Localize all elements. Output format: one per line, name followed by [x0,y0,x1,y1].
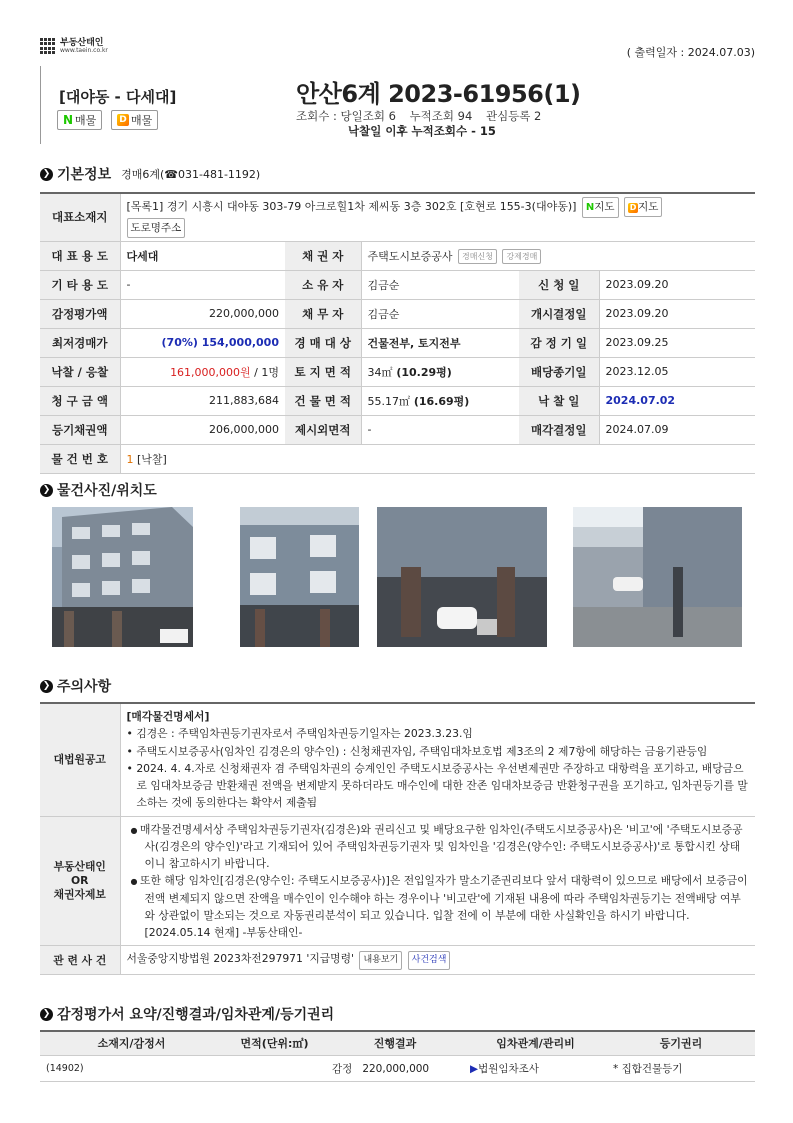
total-views: 누적조회 94 [409,109,473,123]
section-notice [40,676,111,696]
creditor-value: 주택도시보증공사 [367,249,453,263]
auction-target-label: 경 매 대 상 [285,328,361,357]
dividend-deadline-value: 2023.12.05 [599,357,755,386]
daum-listing-button[interactable] [111,110,158,130]
building-area-cell [361,386,519,415]
land-area-pyeong: (10.29평) [392,365,452,379]
case-search-button[interactable]: 사건검색 [408,951,451,969]
column-header: 등기권리 [607,1031,755,1055]
sale-decision-value: 2024.07.09 [599,415,755,444]
claim-label: 청 구 금 액 [40,386,120,415]
address-cell [120,193,755,241]
view-counts [296,108,551,124]
owner-value: 김금순 [361,270,519,299]
address-label: 대표소재지 [40,193,120,241]
owner-label: 소 유 자 [285,270,361,299]
appraisal-date-value: 2023.09.25 [599,328,755,357]
related-case-cell [120,946,755,974]
summary-table [40,1030,755,1082]
related-case-text: 서울중앙지방법원 2023차전297971 '지급명령' [126,952,355,966]
notice-table [40,702,755,975]
daum-map-icon: D [629,203,637,212]
court-notice-head: [매각물건명세서] [126,710,210,723]
road-address-button[interactable]: 도로명주소 [127,218,186,238]
land-area-label: 토 지 면 적 [285,357,361,386]
result-cell [326,1055,464,1081]
naver-map-icon: N [585,202,595,213]
list-item: ● 매각물건명세서상 주택임차권등기권자(김경은)와 권리신고 및 배당요구한 임차인(주택도시보증공사)은 '비고'에 '주택도시보증공사(김경은의 양수인)'라고 기재되어 있어 주택임차권등기권자 및 임차인을 '김경은(양수인: 주택도시보증공사)'로 통합시킨 상태이니 참고하시기 바랍니다. [127,821,750,873]
item-status: [낙찰] [133,452,167,466]
usage-label: 대 표 용 도 [40,241,120,270]
column-header: 진행결과 [326,1031,464,1055]
land-area-value: 34㎡ [367,365,393,379]
sale-decision-label: 매각결정일 [519,415,599,444]
list-item: • 김경은 : 주택임차권등기권자로서 주택임차권등기일자는 2023.3.23.임 [127,725,750,742]
logo-name: 부동산태인 [60,37,104,48]
creditor-cell [361,241,755,270]
section-summary [40,1004,334,1024]
auction-apply-badge[interactable]: 경매신청 [458,249,497,264]
section-title: 주의사항 [57,679,112,695]
claim-value: 211,883,684 [120,386,285,415]
triangle-icon: ▶ [470,1062,479,1075]
site-logo[interactable] [40,38,108,54]
appraisal-value: 220,000,000 [120,299,285,328]
court-contact: 경매6계(☎031-481-1192) [121,168,261,181]
min-price-value: (70%) 154,000,000 [120,328,285,357]
after-sale-views: 낙찰일 이후 누적조회수 - 15 [348,124,496,138]
daum-listing-label: 매물 [131,114,153,127]
auction-target-value: 건물전부, 토지전부 [361,328,519,357]
section-title: 감정평가서 요약/진행결과/임차관계/등기권리 [57,1007,335,1023]
naver-listing-label: 매물 [75,114,97,127]
section-arrow-icon: ❯ [40,680,53,693]
min-price-label: 최저경매가 [40,328,120,357]
taein-notice-label [40,816,120,946]
usage-value: 다세대 [120,241,285,270]
apply-date-value: 2023.09.20 [599,270,755,299]
section-title: 물건사진/위치도 [57,483,157,499]
building-photo-3 [377,507,547,647]
item-no-label: 물 건 번 호 [40,444,120,473]
property-photo[interactable] [52,507,193,647]
today-views: 조회수 : 당일조회 6 [296,109,396,123]
logo-grid-icon [40,38,56,54]
item-no-cell [120,444,755,473]
related-case-label: 관 련 사 건 [40,946,120,974]
watch-count: 관심등록 2 [485,109,542,123]
creditor-label: 채 권 자 [285,241,361,270]
registered-claim-value: 206,000,000 [120,415,285,444]
zip-code: (14902) [40,1055,223,1081]
taein-label-line: 부동산태인 [53,859,106,873]
naver-map-button[interactable]: N지도 [582,197,619,218]
view-content-button[interactable]: 내용보기 [359,951,402,969]
start-date-value: 2023.09.20 [599,299,755,328]
taein-notice-content [120,816,755,946]
court-notice-label: 대법원공고 [40,703,120,816]
section-arrow-icon: ❯ [40,484,53,497]
list-item: ● 또한 해당 임차인[김경은(양수인: 주택도시보증공사)]은 전입일자가 말소기준권리보다 앞서 대항력이 있으므로 배당에서 보증금이 전액 변제되지 않으면 잔액을 매수인이 인수해야 하는 경우이나 '비고란'에 기재된 내용에 따라 주택임차권등기는 전액배당 여부와 상관없이 말소되는 것으로 자동권리분석이 되고 있습니다. 입찰 전에 이 부분에 대한 사실확인을 하시기 바랍니다. [2024.05.14 현재] -부동산태인- [127,872,750,941]
naver-listing-button[interactable] [57,110,102,130]
section-arrow-icon: ❯ [40,1008,53,1021]
extra-area-label: 제시외면적 [285,415,361,444]
appraisal-label: 감정평가액 [40,299,120,328]
list-item: • 2024. 4. 4.자로 신청채권자 겸 주택임차권의 승계인인 주택도시보증공사는 우선변제권만 주장하고 대항력을 포기하고, 배당금으로 임대차보증금 반환채권 전액을 변제받지 못하더라도 매수인에 대한 잔존 임대차보증금 반환청구권을 포기하고, 임차권등기를 말소하는 것에 동의한다는 확약서 제출됨 [127,760,750,812]
taein-notice-list [127,821,750,942]
area-cell [223,1055,326,1081]
bidder-count: / 1명 [250,365,279,379]
table-row [40,1055,755,1081]
property-photo[interactable] [573,507,742,647]
winning-bid-value: 161,000,000원 [170,365,251,379]
dividend-deadline-label: 배당종기일 [519,357,599,386]
daum-icon: D [117,114,129,126]
column-header: 소재지/감정서 [40,1031,223,1055]
list-item: • 주택도시보증공사(임차인 김경은의 양수인) : 신청채권자임, 주택임대차보호법 제3조의 2 제7항에 해당하는 금융기관등임 [127,743,750,760]
apply-date-label: 신 청 일 [519,270,599,299]
tenant-cell[interactable] [464,1055,607,1081]
column-header: 임차관계/관리비 [464,1031,607,1055]
section-basic-info [40,164,260,184]
registered-claim-label: 등기채권액 [40,415,120,444]
rights-cell: * 집합건물등기 [607,1055,755,1081]
building-area-value: 55.17㎡ [367,394,410,408]
appraisal-date-label: 감 정 기 일 [519,328,599,357]
naver-icon: N [63,113,74,127]
logo-url: www.taein.co.kr [60,46,108,54]
result-value: 220,000,000 [362,1062,430,1075]
court-notice-list [127,725,750,811]
building-area-label: 건 물 면 적 [285,386,361,415]
taein-label-line: OR [71,874,89,887]
section-arrow-icon: ❯ [40,168,53,181]
other-usage-value: - [120,270,285,299]
property-photo[interactable] [377,507,547,647]
property-photo[interactable] [240,507,359,647]
building-photo-1 [52,507,193,647]
daum-map-button[interactable]: D 지도 [624,197,662,217]
winning-bid-cell [120,357,285,386]
address-text: [목록1] 경기 시흥시 대야동 303-79 아크로힐1차 제씨동 3층 302호 [호현로 155-3(대야동)] [126,200,577,213]
building-photo-4 [573,507,742,647]
debtor-label: 채 무 자 [285,299,361,328]
taein-label-line: 채권자제보 [53,888,106,902]
debtor-value: 김금순 [361,299,519,328]
land-area-cell [361,357,519,386]
print-date: ( 출력일자 : 2024.07.03) [626,46,755,59]
case-header [40,66,755,144]
extra-area-value: - [361,415,519,444]
section-title: 기본정보 [57,167,112,183]
sale-date-label: 낙 찰 일 [519,386,599,415]
column-header: 면적(단위:㎡) [223,1031,326,1055]
basic-info-table [40,192,755,474]
property-category: [대야동 - 다세대] [59,88,177,106]
item-no-value[interactable]: 1 [126,452,134,466]
winning-bid-label: 낙찰 / 응찰 [40,357,120,386]
sale-date-value: 2024.07.02 [599,386,755,415]
forced-auction-badge[interactable]: 강제경매 [502,249,541,264]
tenant-text: 법원임차조사 [478,1062,539,1075]
section-photos [40,480,157,500]
other-usage-label: 기 타 용 도 [40,270,120,299]
building-area-pyeong: (16.69평) [410,394,470,408]
start-date-label: 개시결정일 [519,299,599,328]
court-notice-content [120,703,755,816]
case-title: 안산6계 2023-61956(1) [296,80,581,108]
result-label: 감정 [332,1062,353,1075]
building-photo-2 [240,507,359,647]
